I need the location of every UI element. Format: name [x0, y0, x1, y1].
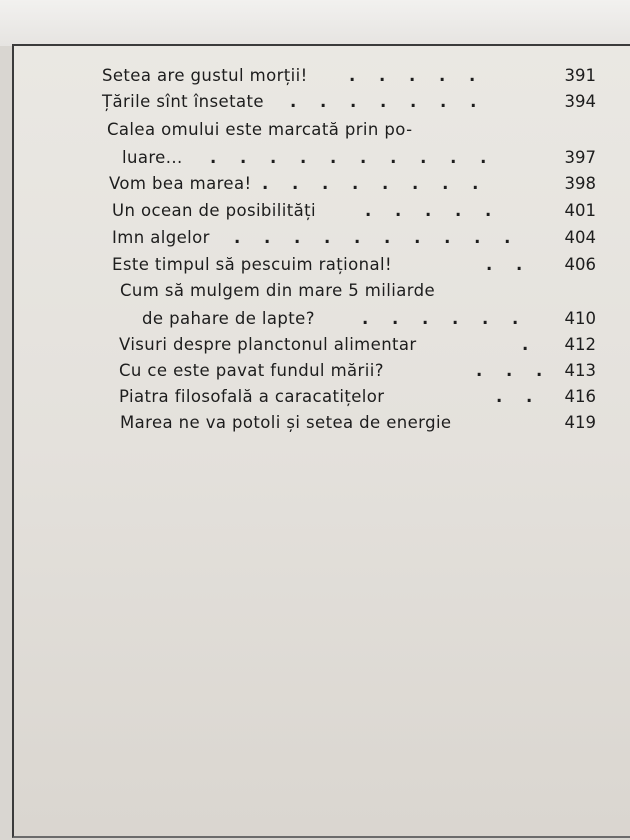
toc-entry-title: Visuri despre planctonul alimentar	[119, 335, 417, 354]
toc-leader-dots: . . .	[476, 361, 552, 380]
toc-entry-title: Țările sînt însetate	[102, 92, 264, 111]
toc-page-number: 416	[564, 387, 596, 406]
toc-entry	[14, 361, 630, 385]
toc-entry-title: Marea ne va potoli și setea de energie	[120, 413, 452, 432]
toc-entry-title: Un ocean de posibilități	[112, 201, 316, 220]
toc-leader-dots: . . . . . .	[362, 309, 528, 328]
toc-entry-title-continued: luare...	[122, 148, 183, 167]
toc-leader-dots: .	[522, 335, 538, 354]
toc-entry	[14, 281, 630, 333]
toc-page-number: 391	[564, 66, 596, 85]
toc-page-number: 397	[564, 148, 596, 167]
toc-entry	[14, 413, 630, 437]
toc-entry	[14, 92, 630, 116]
toc-leader-dots: . . . . .	[349, 66, 485, 85]
toc-entry	[14, 387, 630, 411]
toc-entry-title: Este timpul să pescuim rațional!	[112, 255, 392, 274]
toc-entry	[14, 66, 630, 90]
toc-entry	[14, 120, 630, 172]
toc-page-number: 401	[564, 201, 596, 220]
toc-leader-dots: . . . . . . . . . .	[210, 148, 496, 167]
toc-leader-dots: . . . . .	[365, 201, 501, 220]
toc-entry-title: Setea are gustul morții!	[102, 66, 308, 85]
table-of-contents	[14, 46, 630, 836]
toc-entry	[14, 255, 630, 279]
toc-leader-dots: . . . . . . .	[290, 92, 486, 111]
toc-entry-title: Cu ce este pavat fundul mării?	[119, 361, 384, 380]
toc-entry	[14, 228, 630, 252]
toc-leader-dots: . .	[486, 255, 532, 274]
toc-entry-title: Vom bea marea!	[109, 174, 252, 193]
background-strip	[0, 0, 630, 46]
toc-leader-dots: . . . . . . . .	[262, 174, 488, 193]
toc-entry-title: Imn algelor	[112, 228, 210, 247]
toc-entry-title-continued: de pahare de lapte?	[142, 309, 315, 328]
toc-page-number: 419	[564, 413, 596, 432]
toc-page-number: 406	[564, 255, 596, 274]
toc-entry-title: Calea omului este marcată prin po-	[107, 120, 413, 139]
toc-entry-title: Cum să mulgem din mare 5 miliarde	[120, 281, 436, 300]
toc-page-number: 413	[564, 361, 596, 380]
toc-page-number: 394	[564, 92, 596, 111]
toc-entry	[14, 335, 630, 359]
toc-page-number: 404	[564, 228, 596, 247]
toc-entry	[14, 201, 630, 225]
toc-page-number: 412	[564, 335, 596, 354]
toc-leader-dots: . .	[496, 387, 542, 406]
toc-entry	[14, 174, 630, 198]
book-page	[12, 44, 630, 838]
toc-page-number: 398	[564, 174, 596, 193]
toc-leader-dots: . . . . . . . . . .	[234, 228, 520, 247]
toc-entry-title: Piatra filosofală a caracatițelor	[119, 387, 385, 406]
toc-page-number: 410	[564, 309, 596, 328]
